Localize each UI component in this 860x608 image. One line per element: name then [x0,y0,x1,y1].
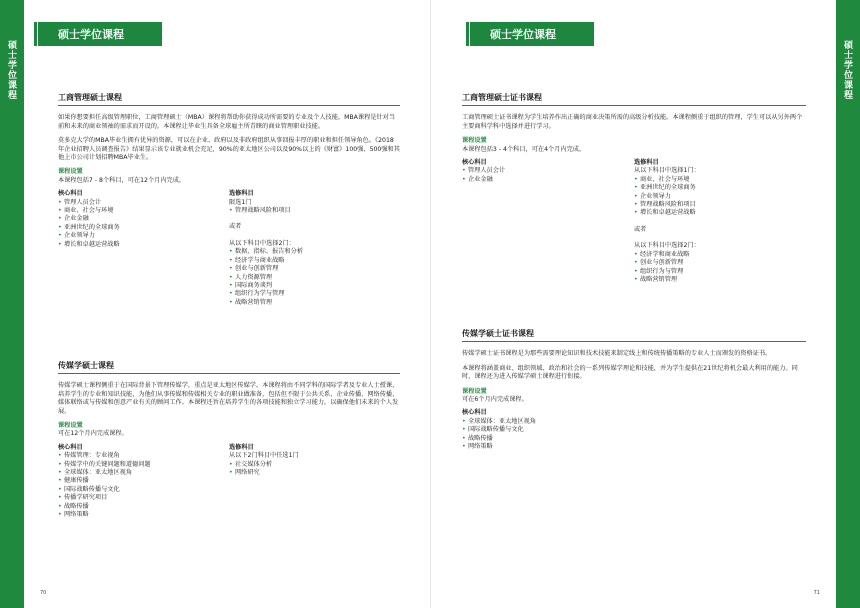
list-item: • 国际战略传播与文化 [462,426,806,434]
list-item: • 创业与创新管理 [634,259,806,267]
mba-elective-label: 选修科目 [229,190,254,198]
mba-career-paragraph: 莫多克大学的MBA毕业生拥有优异的资源，可以在企业、政府以及非政府组织从事回报丰厚的职业和担任领导角色。《2018年企业招聘人员调查报告》结果显示该专业就业机会充足，90%的亚太地区公司以及90%以上的《财富》100强、500强和其他上市公司计划招聘MBA毕业生。 [58,137,400,162]
media-master-core-label: 核心科目 [58,443,83,451]
media-cert-core-label: 核心科目 [462,409,487,417]
mba-core-column [58,190,229,307]
mba-elective-list-a [229,207,400,215]
list-item: • 亚洲世纪的全球商务 [58,224,229,232]
mba-cert-elective-choose-a: 从以下科目中选择1门： [634,167,700,175]
list-item: • 管理人员会计 [58,199,229,207]
media-master-course-setting-text: 可在12个月内完成课程。 [58,430,128,438]
list-item: • 国际战略传播与文化 [58,486,229,494]
list-item: • 企业金融 [58,215,229,223]
media-master-section [58,362,400,520]
list-item: • 传媒管理：专业视角 [58,452,229,460]
right-side-tab [836,0,860,608]
mba-course-setting-text: 本课程包括7 - 8个科目，可在12个月内完成。 [58,176,186,184]
mba-title: 工商管理硕士课程 [58,94,400,106]
right-banner-title: 硕士学位课程 [470,22,594,46]
mba-elective-choose: 从以下科目中选择2门： [229,239,295,247]
media-cert-course-setting-label: 课程设置 [462,387,487,395]
media-master-paragraph: 传媒学硕士课程侧重于在国际背景下管理传媒学，重点是亚太地区传媒学。本课程将由不同学科的国际学者及专业人士授课，培养学生的专业和知识技能，为他们从事传媒和传媒相关专业的职业做准备，包括但不限于公共关系、企业传播、网络传播、媒体联络或与传媒和创意产业有关的顾问工作。本课程还旨在培养学生的各项技能和独立学习能力，以确保他们未来的个人发展。 [58,382,399,415]
mba-cert-elective-list-b [634,251,806,285]
media-cert-section [462,330,806,451]
list-item: • 企业领导力 [58,232,229,240]
left-banner-title: 硕士学位课程 [38,22,162,46]
list-item: • 管理人员会计 [462,167,634,175]
mba-or-text: 或者 [229,223,242,231]
list-item: • 亚洲世纪的全球商务 [634,184,806,192]
list-item: • 经济学和商业战略 [634,251,806,259]
media-cert-course-setting-text: 可在6个月内完成课程。 [462,396,528,404]
list-item: • 传媒学中的关键问题和道德问题 [58,461,229,469]
list-item: • 经济学与商业战略 [229,257,400,265]
mba-cert-elective-list-a [634,176,806,218]
page-number-right: 71 [813,590,820,596]
mba-cert-title: 工商管理硕士证书课程 [462,94,806,106]
left-side-tab [0,0,24,608]
mba-cert-elective-choose-b: 从以下科目中选择2门： [634,242,700,250]
list-item: • 商业、社会与环境 [58,207,229,215]
media-master-elective-choose: 从以下2门科目中任选1门 [229,452,299,460]
media-cert-paragraph-2: 本课程将涵盖商业、组织领域、政治和社会的一系列传媒学理论和技能，并为学生提供在21世纪将机会最大利用的能力。同时，课程还为进入传媒学硕士课程进行衔接。 [462,364,798,381]
list-item: • 组织行为与管理 [634,268,806,276]
mba-cert-or-text: 或者 [634,225,647,233]
mba-section [58,94,400,307]
list-item: • 战略传播 [58,503,229,511]
mba-cert-elective-column [634,159,806,284]
mba-elective-column [229,190,400,307]
mba-cert-elective-label: 选修科目 [634,159,659,167]
mba-core-list [58,199,229,249]
mba-course-setting-label: 课程设置 [58,168,83,176]
media-master-title: 传媒学硕士课程 [58,362,400,374]
list-item: • 网络策略 [462,443,806,451]
right-page [430,0,836,608]
list-item: • 增长和卓越运营战略 [58,241,229,249]
media-cert-core-list [462,418,806,452]
left-side-tab-label: 硕士学位课程 [6,40,16,100]
list-item: • 企业领导力 [634,193,806,201]
list-item: • 人力资源管理 [229,274,400,282]
list-item: • 战略营销管理 [229,299,400,307]
media-master-elective-column [229,444,400,520]
list-item: • 战略传播 [462,435,806,443]
media-master-elective-list [229,461,400,478]
media-cert-core-block [462,409,806,451]
mba-cert-paragraph: 工商管理硕士证书课程为学生培养作出正确的商业决策所需的高级分析技能。本课程侧重于组织的管理，学生可以从另外两个主要商科学科中选择并进行学习。 [462,114,803,130]
list-item: • 增长和卓越运营战略 [634,209,806,217]
mba-cert-core-list [462,167,634,184]
mba-cert-core-column [462,159,634,284]
list-item: • 企业金融 [462,176,634,184]
mba-intro-paragraph: 如果你想要担任高级管理职位，工商管理硕士（MBA）课程将帮助你获得成功所需要的专业及个人技能。MBA课程是针对当前和未来的商业领袖的需求而开设的。本课程让毕业生具备全球雇主所青睐的商业管理职业技能。 [58,114,396,130]
mba-cert-subject-columns [462,159,806,284]
list-item: • 管理战略风险和项目 [634,201,806,209]
list-item: • 国际商务谈判 [229,282,400,290]
list-item: • 网络策略 [58,511,229,519]
list-item: • 社交媒体分析 [229,461,400,469]
list-item: • 传播学研究项目 [58,494,229,502]
list-item: • 商业、社会与环境 [634,176,806,184]
media-cert-title: 传媒学硕士证书课程 [462,330,806,342]
list-item: • 全球媒体：亚太地区视角 [58,469,229,477]
left-page [24,0,430,608]
list-item: • 网络研究 [229,469,400,477]
list-item: • 全球媒体：亚太地区视角 [462,418,806,426]
list-item: • 战略营销管理 [634,276,806,284]
mba-core-label: 核心科目 [58,190,83,198]
mba-cert-course-setting-label: 课程设置 [462,137,487,145]
media-master-core-list [58,452,229,519]
mba-elective-list-b [229,248,400,307]
page-number-left: 70 [40,590,47,596]
mba-cert-course-setting-text: 本课程包括3 - 4个科目，可在4个月内完成。 [462,145,586,153]
media-master-subject-columns [58,444,400,520]
media-master-elective-label: 选修科目 [229,443,254,451]
list-item: • 数据、指标、报告和分析 [229,248,400,256]
mba-elective-pre: 限选1门 [229,198,252,206]
list-item: • 管理战略风险和项目 [229,207,400,215]
right-side-tab-label: 硕士学位课程 [842,40,852,100]
media-cert-paragraph-1: 传媒学硕士证书课程是为那些需要理论知识和技术技能来制定线上和传统传播策略的专业人士而颁发的资格证书。 [462,350,772,358]
media-master-course-setting-label: 课程设置 [58,422,83,430]
list-item: • 健康传播 [58,477,229,485]
list-item: • 组织行为学与管理 [229,290,400,298]
list-item: • 创业与创新管理 [229,265,400,273]
mba-cert-section [462,94,806,284]
media-master-core-column [58,444,229,520]
mba-subject-columns [58,190,400,307]
mba-cert-core-label: 核心科目 [462,159,487,167]
